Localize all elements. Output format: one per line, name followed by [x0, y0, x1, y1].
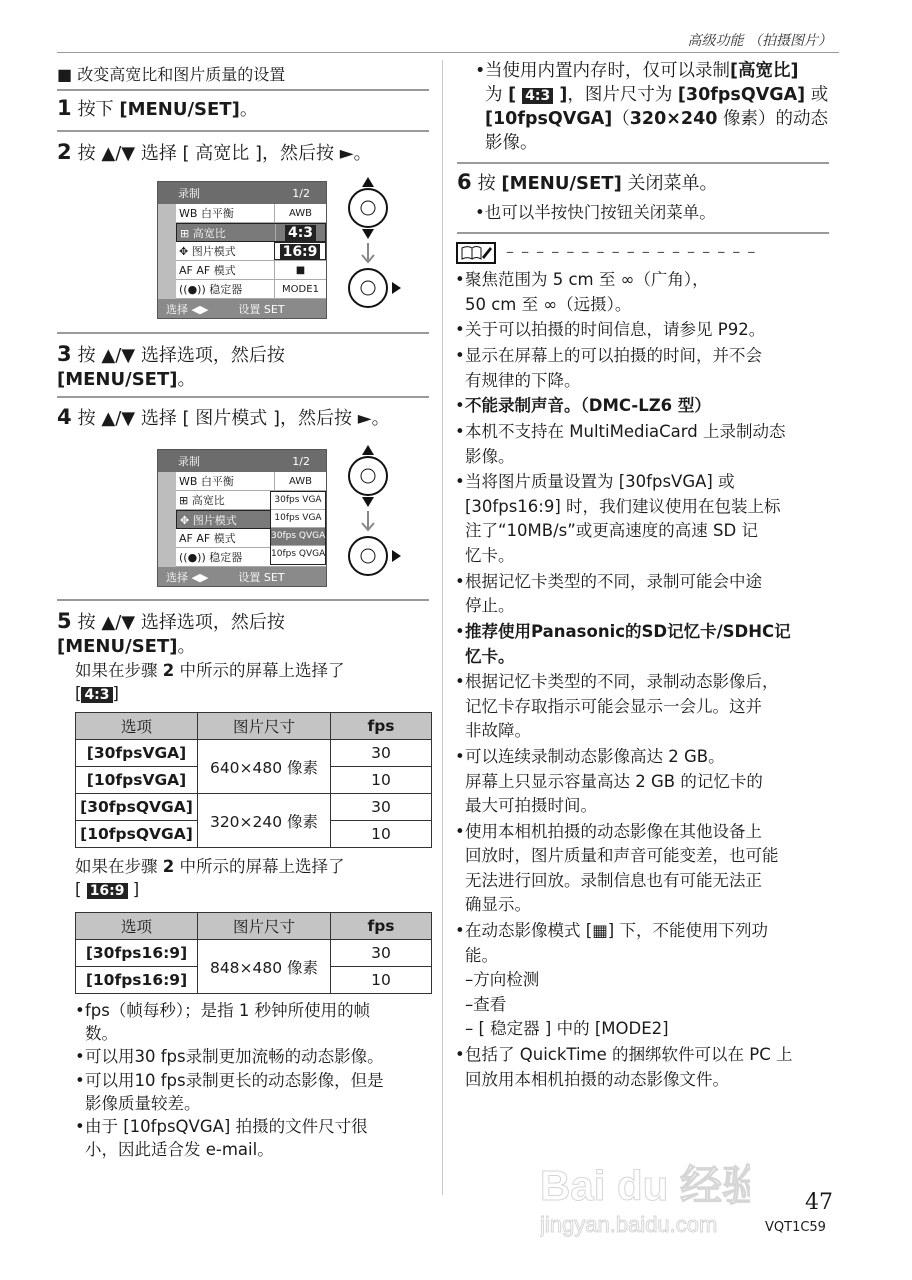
text-segment: 按 ▲/▼ 选择 [ 高宽比 ]，然后按 ►。: [77, 143, 372, 164]
note-dash-line: – – – – – – – – – – – – – – – – –: [506, 242, 757, 261]
text-segment: 在动态影像模式 [: [465, 921, 593, 941]
bullet-text: fps（帧每秒）；是指 1 秒钟所使用的帧 数。: [85, 1001, 371, 1043]
bullet-item: • 可以用30 fps录制更加流畅的动态影像。: [75, 1046, 435, 1069]
af-icon: AF: [179, 264, 193, 277]
memory-note: • 当使用内置内存时，仅可以录制[高宽比] 为 [ 4:3 ]，图片尺寸为 [30fpsQVGA] 或 [10fpsQVGA]（320×240 像素）的动态 影像。: [475, 60, 828, 155]
text-segment: [10fpsQVGA]: [485, 109, 613, 129]
note-item: [455, 394, 835, 419]
bullet-dot: •: [455, 622, 465, 642]
divider: [57, 396, 429, 398]
text-segment: 使用本相机拍摄的动态影像在其他设备上 回放时，图片质量和声音可能变差，也可能 无法进行回放。录制信息也有可能无法正 确显示。: [465, 821, 779, 915]
row-label: 图片模式: [191, 245, 236, 258]
cell: [10fpsQVGA]: [76, 821, 198, 848]
divider: [457, 232, 829, 234]
bullet-item: • fps（帧每秒）；是指 1 秒钟所使用的帧 数。: [75, 1000, 435, 1045]
col-header: fps: [331, 913, 432, 940]
text-segment: 为: [485, 84, 503, 105]
dial-up-down-then-right-icon: [340, 443, 410, 583]
watermark-logo: [540, 1150, 750, 1244]
note-item: [455, 470, 835, 568]
text-segment: 。: [177, 636, 196, 657]
menu-page: 1/2: [292, 186, 310, 200]
bullet-text: 可以用10 fps录制更长的动态影像，但是 影像质量较差。: [85, 1071, 384, 1113]
footer-select: 选择 ◀▶: [166, 570, 209, 584]
page-number: 47: [805, 1190, 833, 1215]
note-book-icon: [456, 242, 496, 264]
divider: [57, 130, 429, 132]
bullet-dot: •: [455, 472, 465, 492]
row-value: ■: [274, 261, 326, 279]
text-segment: 根据记忆卡类型的不同，录制动态影像后， 记忆卡存取指示可能会显示一会儿。这并 非故障。: [465, 672, 779, 741]
cell: 10: [331, 967, 432, 994]
text-segment: 中所示的屏幕上选择了 [: [75, 661, 345, 703]
left-bullets: [75, 1000, 435, 1163]
inverse-box-label: 4:3: [81, 687, 112, 703]
note-text: [465, 470, 781, 568]
bullet-dot: •: [455, 270, 465, 289]
text-segment: 。: [239, 99, 258, 120]
row-value: AWB: [274, 204, 326, 222]
text-segment: ]: [112, 684, 119, 703]
note-item: [455, 745, 835, 819]
option-10fps-vga: 10fps VGA: [271, 510, 325, 528]
text-segment: 关闭菜单。: [621, 173, 718, 194]
step-5: [57, 609, 285, 659]
wb-icon: WB: [179, 475, 198, 488]
text-segment: 根据记忆卡类型的不同，录制可能会中途 停止。: [465, 571, 762, 616]
motion-picture-icon: ▦: [592, 921, 608, 941]
text-segment: [MENU/SET]: [57, 636, 178, 657]
text-segment: ，图片尺寸为: [567, 84, 678, 105]
divider: [57, 332, 429, 334]
divider: [57, 89, 429, 91]
menu-row-selected: [176, 223, 326, 242]
step-6-note: •也可以半按快门按钮关闭菜单。: [475, 203, 716, 222]
col-header: 图片尺寸: [198, 713, 331, 740]
option-10fps-qvga: 10fps QVGA: [271, 549, 326, 559]
wb-icon: WB: [179, 207, 198, 220]
note-item: [455, 620, 835, 669]
note-item: [455, 1043, 835, 1092]
note-item: [455, 919, 835, 1042]
row-label: 稳定器: [209, 283, 243, 296]
col-header: 选项: [76, 713, 198, 740]
menu-title: 录制: [178, 455, 200, 468]
bullet-dot: •: [455, 396, 465, 416]
table-row: [76, 940, 432, 967]
cell: 10: [331, 821, 432, 848]
text-segment: [MENU/SET]: [57, 369, 178, 390]
text-segment: 按: [477, 173, 502, 194]
table-row: [76, 740, 432, 767]
cell: 320×240 像素: [198, 794, 331, 848]
text-segment: 可以连续录制动态影像高达 2 GB。 屏幕上只显示容量高达 2 GB 的记忆卡的 最大可拍摄时间。: [465, 747, 763, 816]
text-segment: 中所示的屏幕上选择了 [: [75, 857, 345, 899]
text-segment: 显示在屏幕上的可以拍摄的时间，并不会 有规律的下降。: [465, 346, 762, 390]
text-segment: 按下: [77, 99, 120, 120]
menu-title: 录制: [178, 187, 200, 200]
text-segment: ]: [127, 880, 140, 899]
menu-row: [176, 472, 326, 491]
af-icon: AF: [179, 532, 193, 545]
cell: 848×480 像素: [198, 940, 331, 994]
step-number: 6: [457, 170, 472, 194]
step-4: [57, 405, 390, 431]
stabilizer-icon: ((●)): [179, 551, 206, 564]
text-segment: [MENU/SET]: [501, 173, 622, 194]
bullet-dot: •: [455, 320, 465, 340]
text-segment: 或: [810, 84, 829, 105]
running-header: 高级功能 （拍摄图片）: [687, 33, 832, 49]
col-header: fps: [331, 713, 432, 740]
text-segment: [30fpsQVGA]: [677, 84, 806, 105]
step-number: 2: [57, 140, 72, 164]
bullet-text: 可以用30 fps录制更加流畅的动态影像。: [85, 1047, 384, 1067]
bullet-dot: •: [455, 921, 465, 941]
text-segment: 320×240: [629, 109, 718, 129]
text-segment: 关于可以拍摄的时间信息，请参见 P92。: [465, 320, 766, 340]
step-3: [57, 342, 285, 392]
cell: [30fpsQVGA]: [76, 794, 198, 821]
bullet-text: 由于 [10fpsQVGA] 拍摄的文件尺寸很 小，因此适合发 e-mail。: [85, 1117, 368, 1159]
step-text: [78, 408, 390, 429]
footer-select: 选择 ◀▶: [166, 302, 209, 316]
step-5-condition-4-3: [75, 659, 344, 707]
camera-tab-icon: [158, 204, 176, 300]
cell: 640×480 像素: [198, 740, 331, 794]
bullet-dot: •: [455, 571, 465, 591]
note-text: [465, 620, 791, 669]
col-header: 图片尺寸: [198, 913, 331, 940]
option-4-3: 4:3: [285, 225, 316, 241]
row-label: 高宽比: [191, 494, 225, 507]
cell: [10fps16:9]: [76, 967, 198, 994]
cell: 30: [331, 740, 432, 767]
section-title: ■ 改变高宽比和图片质量的设置: [57, 65, 286, 84]
menu-row: [176, 280, 326, 299]
cell: [10fpsVGA]: [76, 767, 198, 794]
option-16-9: 16:9: [280, 244, 321, 260]
text-segment: 推荐使用Panasonic的SD记忆卡/SDHC记 忆卡。: [465, 622, 791, 666]
aspect-icon: ⊞: [179, 494, 189, 507]
note-text: [465, 394, 711, 419]
row-label: 稳定器: [209, 551, 243, 564]
col-header: 选项: [76, 913, 198, 940]
text-segment: （: [612, 109, 630, 129]
menu-row: [176, 204, 326, 223]
option-30fps-vga: 30fps VGA: [271, 492, 325, 510]
stabilizer-icon: ((●)): [179, 283, 206, 296]
step-number: 5: [57, 609, 72, 633]
text-segment: 如果在步骤: [75, 661, 163, 680]
bullet-dot: •: [455, 821, 465, 841]
text-segment: 不能录制声音。（DMC-LZ6 型）: [465, 396, 711, 416]
camera-menu-screen-picture-mode: [157, 449, 327, 587]
menu-row: [176, 242, 326, 261]
svg-text:Bai du 经验: Bai du 经验: [540, 1162, 750, 1209]
bullet-dot: •: [455, 1045, 465, 1065]
note-text: [465, 820, 779, 918]
note-text: [465, 670, 779, 744]
table-4-3-options: [75, 712, 432, 848]
table-16-9-options: [75, 912, 432, 994]
note-text: [465, 745, 763, 819]
bullet-dot: •: [455, 346, 465, 366]
note-text: [465, 344, 762, 393]
step-number: 3: [57, 342, 72, 366]
text-segment: ] 下，不能使用下列功 能。 –方向检测 –查看 – [ 稳定器 ] 中的 [MODE2]: [465, 921, 768, 1039]
text-segment: 聚焦范围为 5 cm 至 ∞（广角）， 50 cm 至 ∞（远摄）。: [465, 270, 709, 314]
text-segment: ]: [553, 84, 568, 105]
step-6: [457, 170, 718, 196]
cell: 30: [331, 794, 432, 821]
text-segment: 像素）的动态 影像。: [485, 109, 829, 153]
step-number: 1: [57, 96, 72, 120]
note-text: [465, 919, 768, 1042]
step-number: 4: [57, 405, 72, 429]
row-value: MODE1: [274, 280, 326, 298]
step-5-condition-16-9: [75, 855, 344, 903]
document-code: VQT1C59: [765, 1220, 826, 1235]
note-item: [455, 420, 835, 469]
divider: [457, 162, 829, 164]
cell: 10: [331, 767, 432, 794]
picture-mode-icon: ✥: [179, 245, 189, 258]
text-segment: 按 ▲/▼ 选择选项，然后按: [77, 612, 285, 633]
row-label: AF 模式: [196, 264, 236, 277]
header-rule: [57, 52, 839, 53]
note-text: [465, 318, 765, 343]
note-text: [465, 420, 785, 469]
step-text: [78, 99, 258, 120]
note-item: [455, 570, 835, 619]
picture-mode-options: [270, 491, 326, 565]
cell: [30fpsVGA]: [76, 740, 198, 767]
bullet-dot: •: [455, 422, 465, 442]
inverse-box-label: 16:9: [87, 883, 128, 899]
row-value: AWB: [274, 472, 326, 490]
step-text: [478, 173, 718, 194]
picture-mode-icon: ✥: [180, 513, 190, 527]
row-label: 白平衡: [200, 207, 234, 220]
aspect-icon: ⊞: [180, 226, 190, 240]
note-item: [455, 268, 835, 317]
note-text: [465, 1043, 793, 1092]
text-segment: 2: [162, 857, 175, 876]
note-item: [455, 820, 835, 918]
text-segment: 包括了 QuickTime 的捆绑软件可以在 PC 上 回放用本相机拍摄的动态影像文件。: [465, 1045, 793, 1089]
step-text: [57, 612, 285, 657]
svg-text:jingyan.baidu.com: jingyan.baidu.com: [540, 1212, 718, 1237]
text-segment: 当将图片质量设置为 [30fpsVGA] 或 [30fps16:9] 时，我们建议使用在包装上标 注了“10MB/s”或更高速度的高速 SD 记 忆卡。: [465, 472, 781, 565]
row-label: 图片模式: [192, 513, 237, 527]
dial-up-down-then-right-icon: [340, 175, 410, 315]
note-item: [455, 318, 835, 343]
text-segment: 。: [177, 369, 196, 390]
divider: [57, 599, 429, 601]
column-divider: [442, 60, 443, 1195]
text-segment: [MENU/SET]: [119, 99, 240, 120]
bullet-item: • 由于 [10fpsQVGA] 拍摄的文件尺寸很 小，因此适合发 e-mail。: [75, 1116, 435, 1161]
inverse-box-label: 4:3: [522, 88, 553, 104]
note-text: [465, 268, 709, 317]
option-30fps-qvga: 30fps QVGA: [271, 528, 325, 546]
notes-list: [455, 268, 835, 1093]
camera-menu-screen-aspect: [157, 181, 327, 319]
step-text: [78, 143, 372, 164]
bullet-item: • 可以用10 fps录制更长的动态影像，但是 影像质量较差。: [75, 1070, 435, 1115]
menu-row: [176, 261, 326, 280]
row-label: 高宽比: [192, 226, 226, 240]
menu-page: 1/2: [292, 454, 310, 468]
note-item: [455, 670, 835, 744]
text-segment: [: [508, 84, 523, 105]
text-segment: 如果在步骤: [75, 857, 163, 876]
cell: [30fps16:9]: [76, 940, 198, 967]
text-segment: 本机不支持在 MultiMediaCard 上录制动态 影像。: [465, 422, 786, 466]
text-segment: 按 ▲/▼ 选择选项，然后按: [77, 345, 285, 366]
footer-set: 设置 SET: [238, 570, 285, 584]
row-label: AF 模式: [196, 532, 236, 545]
table-row: [76, 794, 432, 821]
row-label: 白平衡: [200, 475, 234, 488]
text-segment: 当使用内置内存时，仅可以录制: [485, 61, 730, 81]
bullet-dot: •: [455, 672, 465, 692]
bullet-text: [485, 60, 828, 155]
step-1: [57, 96, 258, 122]
note-text: [465, 570, 762, 619]
step-2: [57, 140, 372, 166]
footer-set: 设置 SET: [238, 302, 285, 316]
bullet-dot: •: [455, 747, 465, 767]
text-segment: 2: [162, 661, 175, 680]
step-text: [57, 345, 285, 390]
text-segment: 按 ▲/▼ 选择 [ 图片模式 ]，然后按 ►。: [77, 408, 390, 429]
cell: 30: [331, 940, 432, 967]
camera-tab-icon: [158, 472, 176, 568]
note-item: [455, 344, 835, 393]
text-segment: [高宽比]: [730, 61, 799, 81]
